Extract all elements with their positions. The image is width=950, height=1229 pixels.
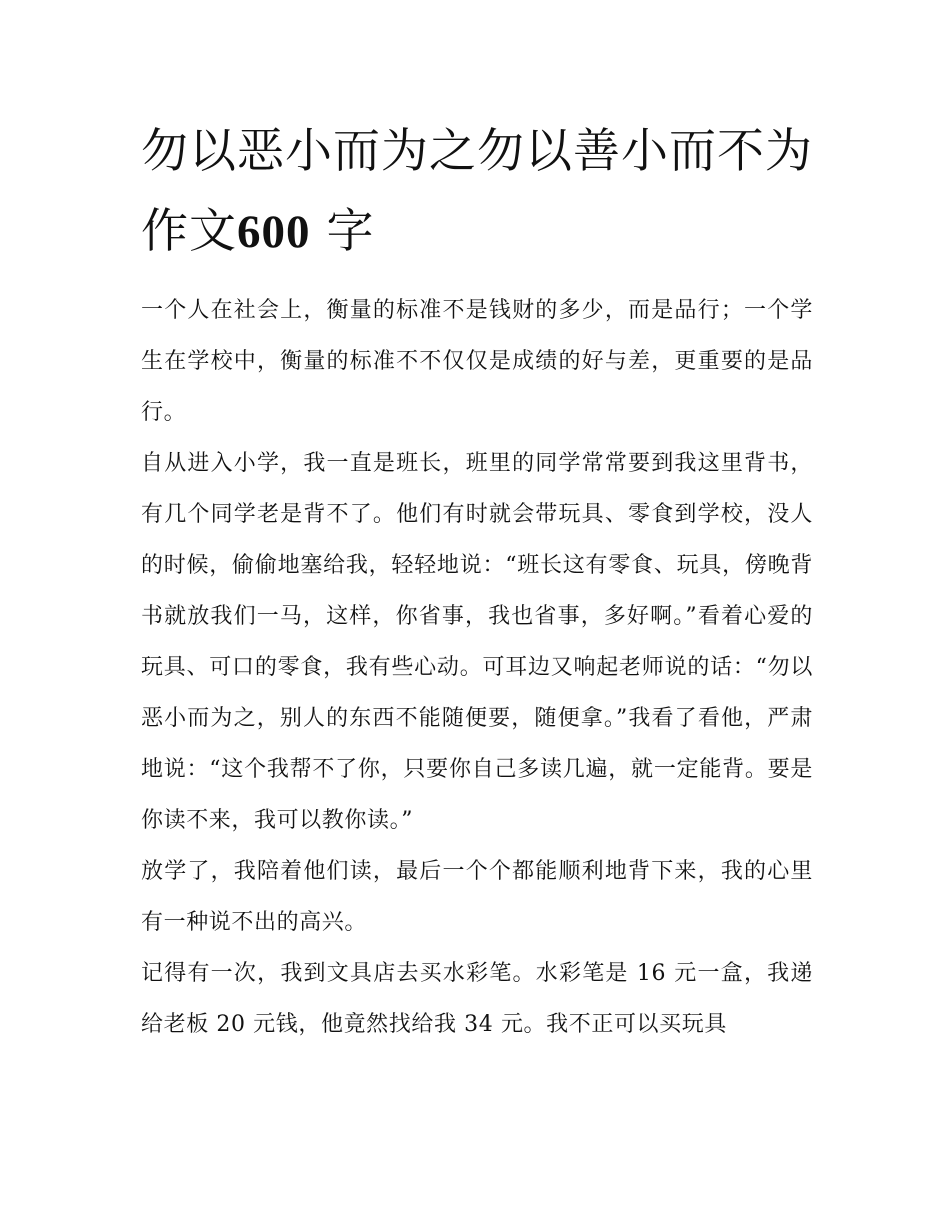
paragraph: 记得有一次，我到文具店去买水彩笔。水彩笔是 16 元一盒，我递给老板 20 元钱，他竟然找给我 34 元。我不正可以买玩具: [141, 961, 813, 1037]
paragraph: 放学了，我陪着他们读，最后一个个都能顺利地背下来，我的心里有一种说不出的高兴。: [141, 859, 813, 935]
document-title: [141, 112, 813, 272]
title-text: 勿以恶小而为之勿以善小而不为作文: [141, 124, 813, 259]
paragraph: 自从进入小学，我一直是班长，班里的同学常常要到我这里背书，有几个同学老是背不了。他们有时就会带玩具、零食到学校，没人的时候，偷偷地塞给我，轻轻地说：“班长这有零食、玩具，傍晚背书就放我们一马，这样，你省事，我也省事，多好啊。”看着心爱的玩具、可口的零食，我有些心动。可耳边又响起老师说的话：“勿以恶小而为之，别人的东西不能随便要，随便拿。”我看了看他，严肃地说：“这个我帮不了你，只要你自己多读几遍，就一定能背。要是你读不来，我可以教你读。”: [141, 451, 813, 833]
paragraph: 一个人在社会上，衡量的标准不是钱财的多少，而是品行；一个学生在学校中，衡量的标准不不仅仅是成绩的好与差，更重要的是品行。: [141, 298, 813, 425]
document-content: [141, 112, 813, 1050]
title-suffix: 字: [326, 204, 375, 259]
title-number: 600: [237, 206, 311, 258]
